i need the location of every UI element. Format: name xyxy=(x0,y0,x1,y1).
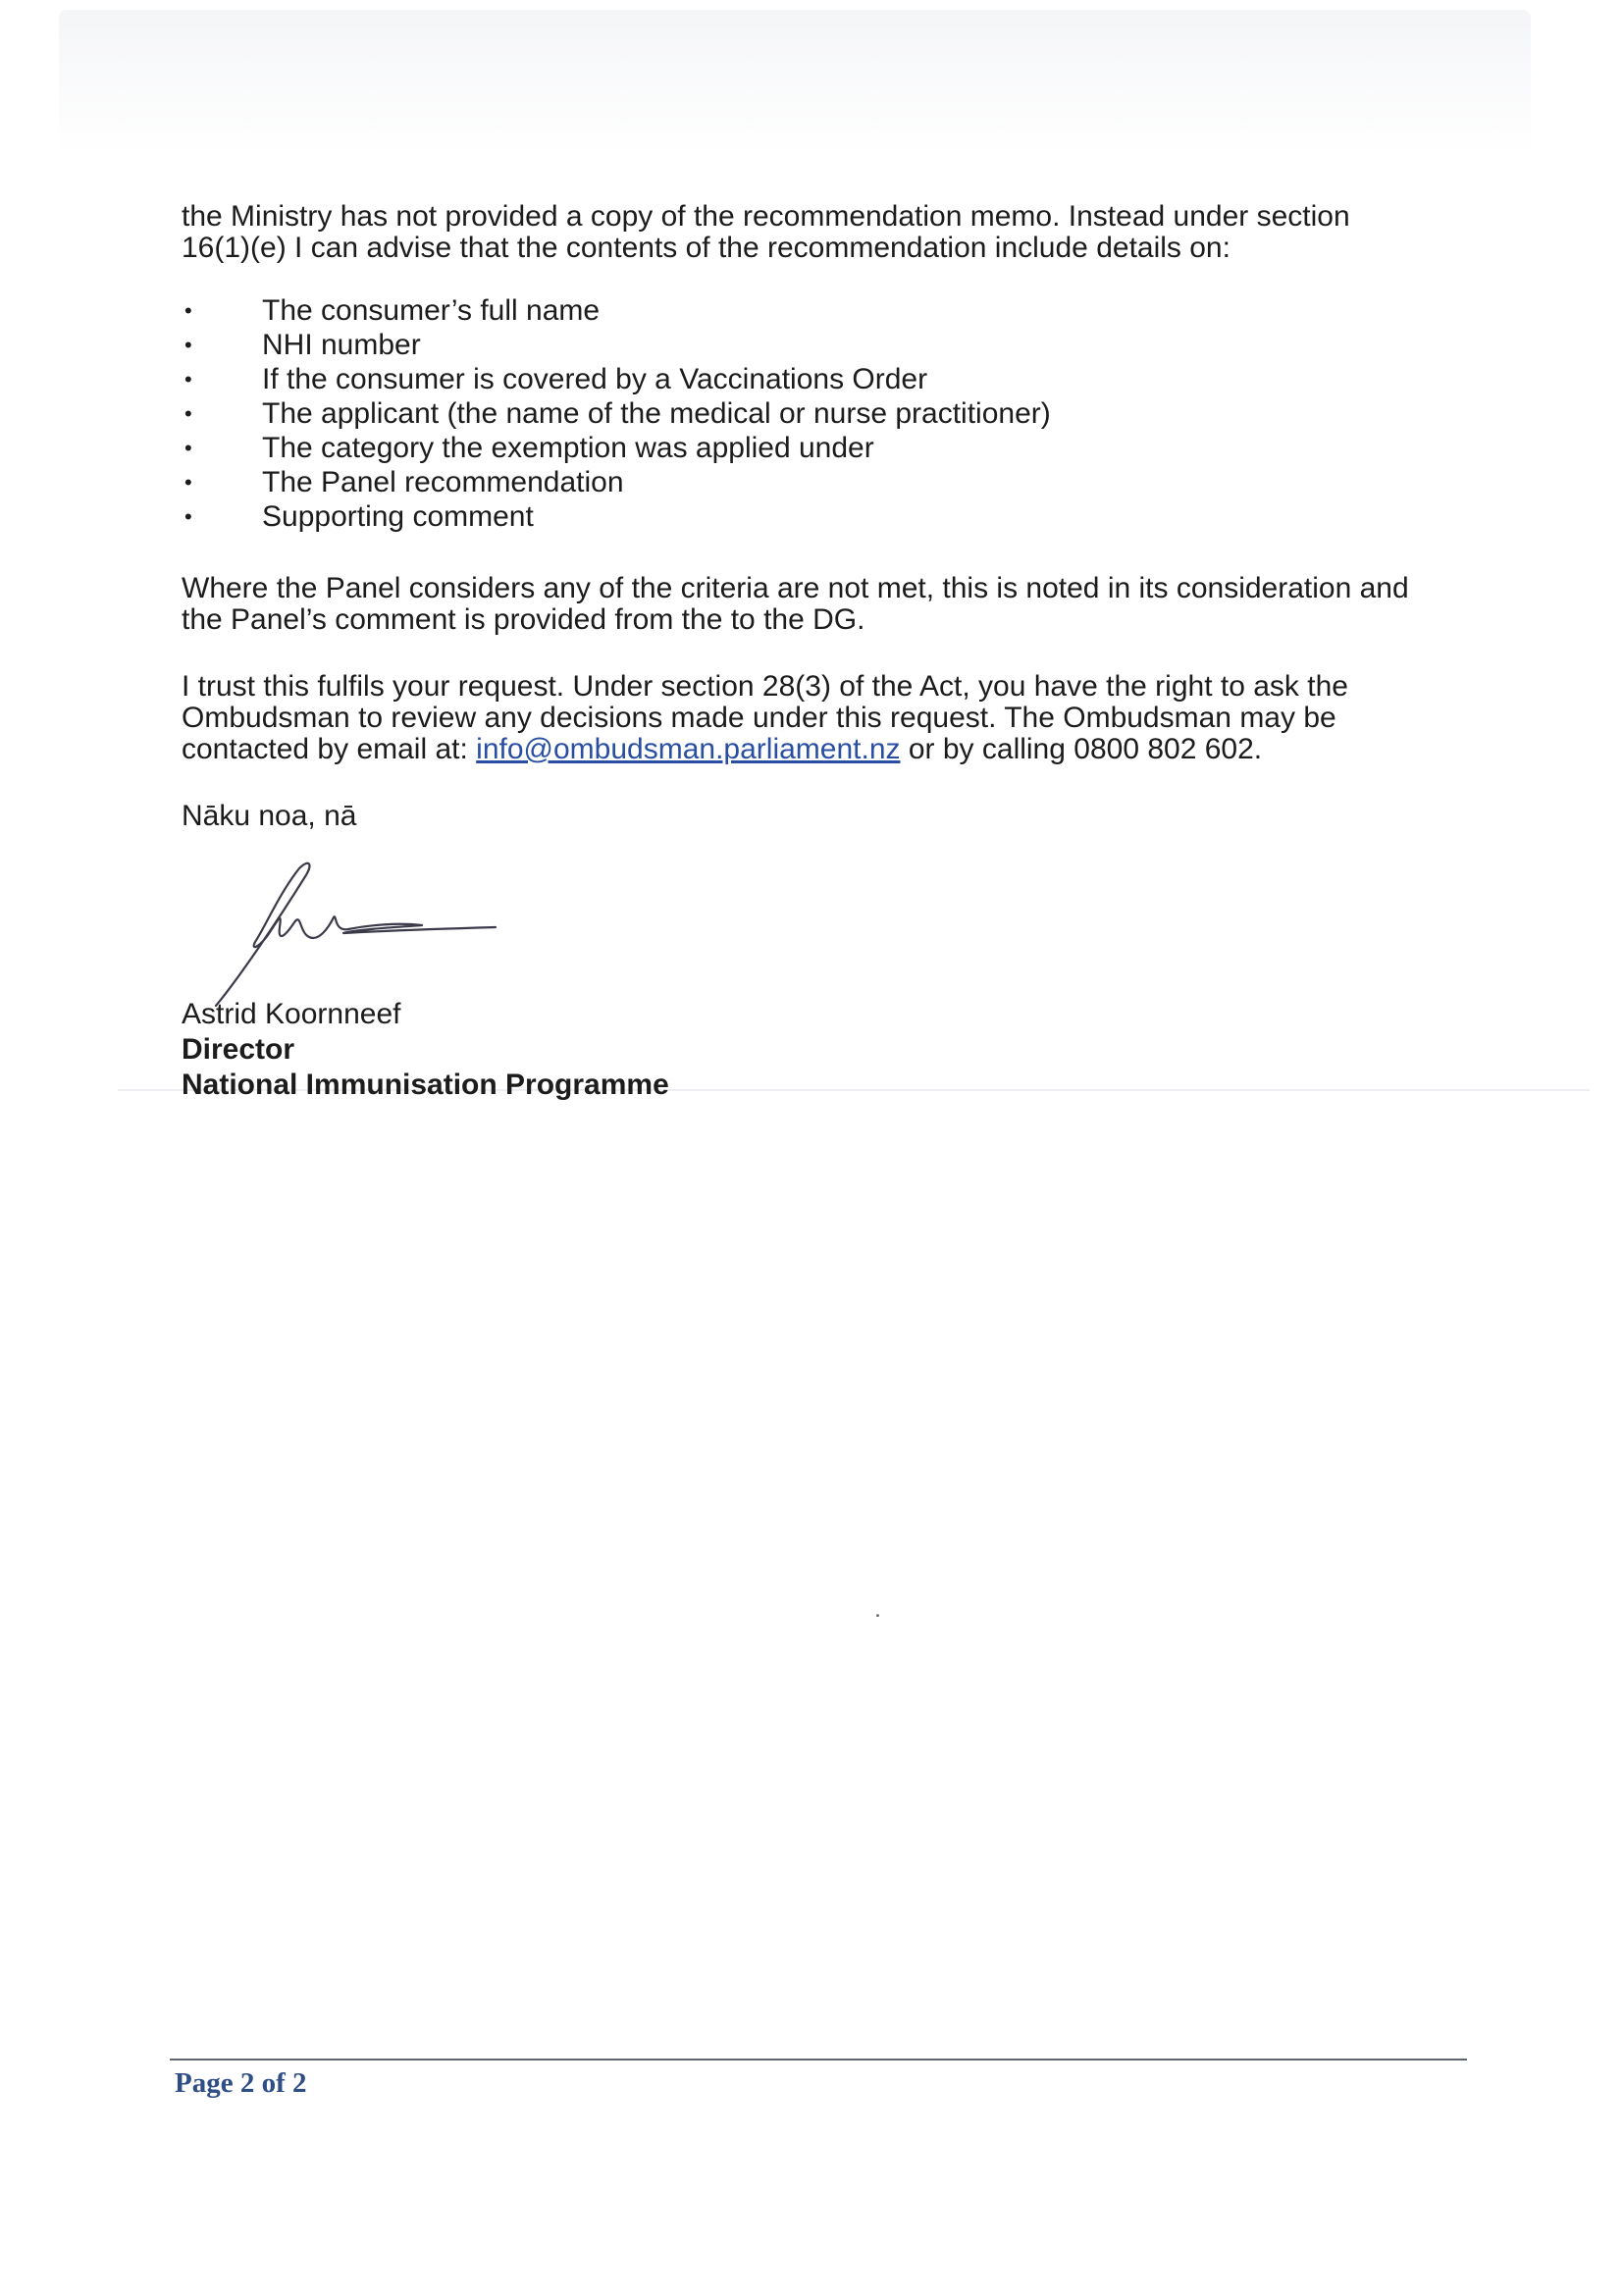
signatory-programme: National Immunisation Programme xyxy=(182,1069,669,1101)
intro-line-2: 16(1)(e) I can advise that the contents of the recommendation include details on: xyxy=(182,232,1230,264)
scan-speck xyxy=(876,1614,879,1617)
signatory-title: Director xyxy=(182,1033,295,1066)
list-item: • NHI number xyxy=(184,329,421,361)
ombudsman-paragraph xyxy=(182,671,1457,765)
bullet-icon: • xyxy=(184,298,192,323)
ombudsman-email-link[interactable]: info@ombudsman.parliament.nz xyxy=(476,733,901,765)
list-item: • Supporting comment xyxy=(184,500,534,533)
criteria-paragraph: Where the Panel considers any of the criteria are not met, this is noted in its consideration and the Panel’s comment is provided from the to the DG. xyxy=(182,572,1409,636)
bullet-icon: • xyxy=(184,504,192,529)
signature-block xyxy=(182,997,669,1103)
list-item: • The Panel recommendation xyxy=(184,466,624,498)
ombudsman-text: I trust this fulfils your request. Under section 28(3) of the Act, you have the right to ask the Ombudsman to review any decisions made under this request. The Ombudsman may be contacted by email at: xyxy=(182,670,1348,765)
intro-line-1: the Ministry has not provided a copy of the recommendation memo. Instead under section xyxy=(182,200,1350,233)
closing-salutation: Nāku noa, nā xyxy=(182,800,357,832)
bullet-icon: • xyxy=(184,401,192,426)
bullet-icon: • xyxy=(184,436,192,460)
faint-scan-shadow xyxy=(59,10,1531,157)
list-item: • The consumer’s full name xyxy=(184,294,601,327)
signatory-name: Astrid Koornneef xyxy=(182,998,401,1030)
bullet-icon: • xyxy=(184,333,192,357)
intro-paragraph xyxy=(182,201,1457,264)
page-number: Page 2 of 2 xyxy=(175,2067,307,2099)
recommendation-details-list xyxy=(182,293,1457,534)
footer-divider xyxy=(170,2059,1467,2061)
signature-icon xyxy=(211,859,505,1016)
list-item: • The category the exemption was applied under xyxy=(184,432,874,464)
letter-body xyxy=(182,201,1457,832)
list-item: • The applicant (the name of the medical or nurse practitioner) xyxy=(184,397,1051,430)
list-item: • If the consumer is covered by a Vaccinations Order xyxy=(184,363,928,395)
ombudsman-phone-text: or by calling 0800 802 602. xyxy=(900,733,1263,765)
bullet-icon: • xyxy=(184,470,192,495)
bullet-icon: • xyxy=(184,367,192,391)
